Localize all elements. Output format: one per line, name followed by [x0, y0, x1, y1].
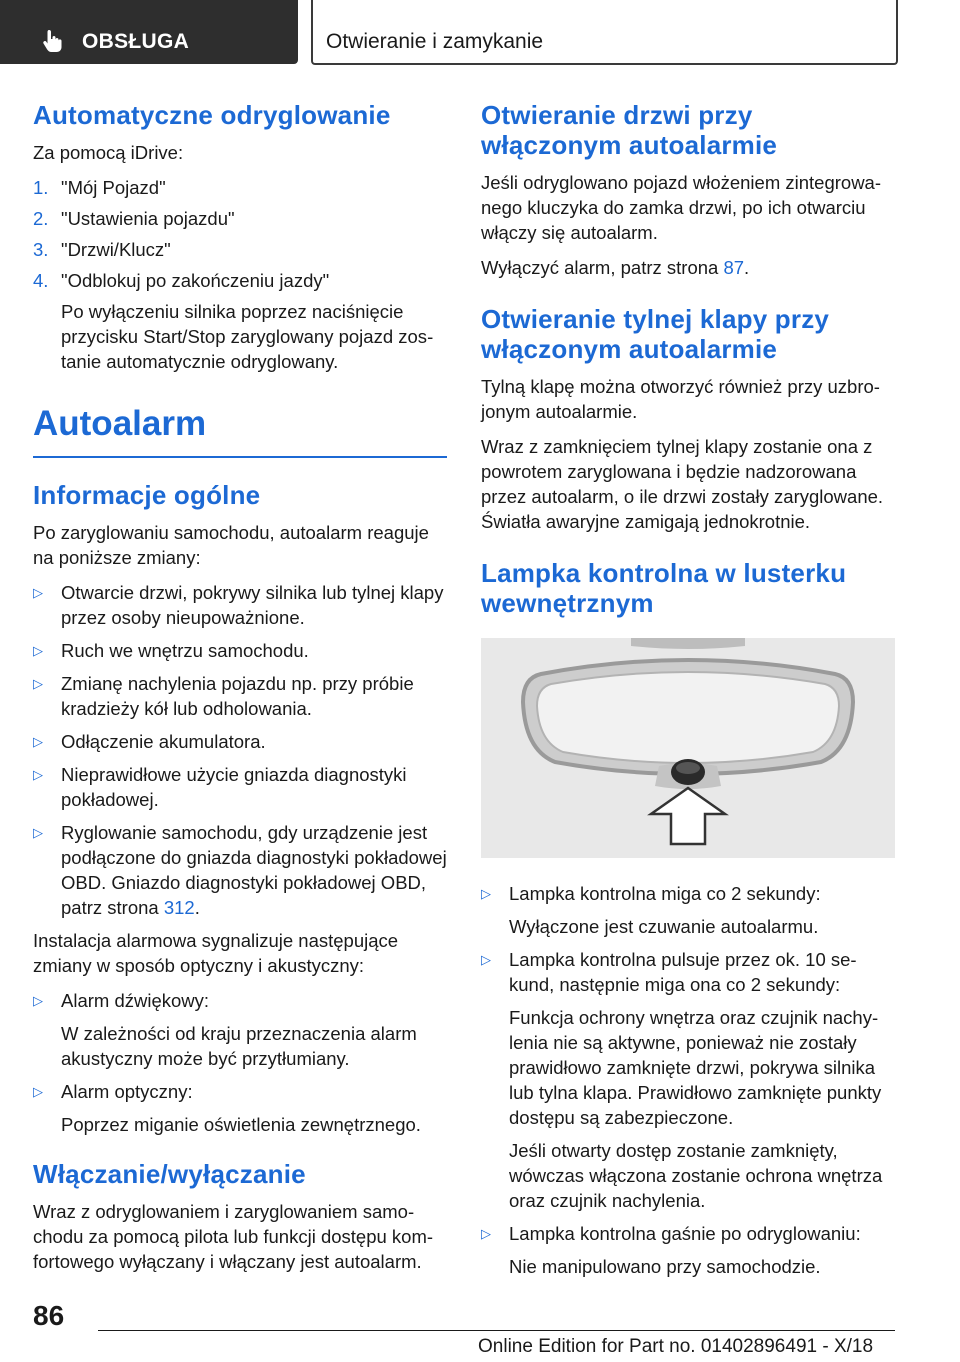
general-info-intro: Po zaryglowaniu samochodu, autoalarm reaguje na poniższe zmiany:	[33, 522, 429, 568]
step-number: 4.	[33, 270, 49, 291]
auto-unlock-intro: Za pomocą iDrive:	[33, 142, 184, 163]
step-text: "Mój Pojazd"	[61, 177, 166, 198]
tailgate-text-2: Wraz z zamknięciem tylnej klapy zostanie ona z powrotem zaryglowana i będzie nadzorowana przez autoalarm, o ile drzwi zostały zaryglowane. Światła awaryjne zamigają jednokrotnie.	[481, 436, 884, 532]
hand-pointer-icon	[40, 28, 66, 54]
list-item-text: Alarm dźwiękowy:	[61, 990, 210, 1011]
general-info-heading: Informacje ogólne	[33, 480, 261, 510]
page-header	[0, 0, 960, 66]
list-item	[33, 988, 447, 1013]
triangle-bullet-icon: ▷	[33, 676, 43, 691]
doors-text: Jeśli odryglowano pojazd włożeniem zintegrowanego kluczyka do zamka drzwi, po ich otwarciu włączy się autoalarm.	[481, 172, 882, 243]
chapter-tab[interactable]	[311, 0, 898, 65]
triangle-bullet-icon: ▷	[481, 952, 491, 967]
left-column	[33, 100, 447, 1284]
edition-info: Online Edition for Part no. 01402896491 - X/18	[478, 1336, 874, 1357]
list-item-text: Nieprawidłowe użycie gniazda diagnostyki pokładowej.	[61, 764, 407, 810]
list-item	[33, 762, 447, 812]
list-item-note: Poprzez miganie oświetlenia zewnętrznego.	[61, 1114, 421, 1135]
list-item-text: Odłączenie akumulatora.	[61, 731, 266, 752]
list-item-text: Otwarcie drzwi, pokrywy silnika lub tylnej klapy przez osoby nieupoważnione.	[61, 582, 444, 628]
doors-ref-end: .	[744, 257, 750, 278]
list-item-text: Lampka kontrolna pulsuje przez ok. 10 sekund, następnie miga ona co 2 sekundy:	[509, 949, 857, 995]
tailgate-heading: Otwieranie tylnej klapy przy włączonym autoalarmie	[481, 304, 830, 364]
list-item-text-part: Ryglowanie samochodu, gdy urządzenie jest podłączone do gniazda diagnostyki pokładowej OBD. Gniazdo diagnostyki pokładowej OBD, patrz strona	[61, 822, 447, 918]
page-link[interactable]: 87	[723, 257, 745, 278]
chapter-heading: Autoalarm	[33, 404, 447, 458]
list-item	[33, 237, 447, 262]
list-item-text: Alarm optyczny:	[61, 1081, 193, 1102]
triangle-bullet-icon: ▷	[481, 886, 491, 901]
list-item	[33, 206, 447, 231]
list-item	[33, 820, 447, 920]
page-link[interactable]: 312	[163, 897, 195, 918]
step-note: Po wyłączeniu silnika poprzez naciśnięcie przycisku Start/Stop zaryglowany pojazd zostanie automatycznie odryglowany.	[61, 301, 434, 372]
list-item-note: Jeśli otwarty dostęp zostanie zamknięty, wówczas włączona zostanie ochrona wnętrza oraz czujnik nachylenia.	[509, 1140, 883, 1211]
on-off-text: Wraz z odryglowaniem i zaryglowaniem samochodu za pomocą pilota lub funkcji dostępu komfortowego wyłączany i włączany jest autoalarm.	[33, 1201, 434, 1272]
list-item	[33, 268, 447, 293]
footer-divider	[98, 1330, 895, 1331]
signals-intro: Instalacja alarmowa sygnalizuje następujące zmiany w sposób optyczny i akustyczny:	[33, 930, 399, 976]
step-number: 1.	[33, 177, 49, 198]
step-text: "Ustawienia pojazdu"	[61, 208, 235, 229]
list-item	[33, 1079, 447, 1104]
step-number: 2.	[33, 208, 49, 229]
list-item-text: Lampka kontrolna miga co 2 sekundy:	[509, 883, 821, 904]
triangle-bullet-icon: ▷	[33, 585, 43, 600]
on-off-heading: Włączanie/wyłączanie	[33, 1159, 306, 1189]
list-item-note: Funkcja ochrony wnętrza oraz czujnik nachylenia nie są aktywne, ponieważ nie zostały prawidłowo zamknięte drzwi, pokrywa silnika lub tylna klapa. Prawidłowo zamknięte punkty dostępu są zabezpieczone.	[509, 1007, 882, 1128]
triangle-bullet-icon: ▷	[33, 643, 43, 658]
triangle-bullet-icon: ▷	[33, 1084, 43, 1099]
right-column	[481, 100, 895, 1287]
list-item-note: W zależności od kraju przeznaczenia alarm akustyczny może być przytłumiany.	[61, 1023, 417, 1069]
list-item-text: Ruch we wnętrzu samochodu.	[61, 640, 309, 661]
list-item-text	[61, 820, 447, 920]
list-item	[481, 947, 895, 997]
list-item-note: Nie manipulowano przy samochodzie.	[509, 1256, 821, 1277]
step-number: 3.	[33, 239, 49, 260]
list-item	[33, 729, 447, 754]
list-item	[481, 881, 895, 906]
chapter-title: Otwieranie i zamykanie	[326, 30, 544, 53]
triangle-bullet-icon: ▷	[33, 993, 43, 1008]
list-item	[33, 638, 447, 663]
triangle-bullet-icon: ▷	[481, 1226, 491, 1241]
triangle-bullet-icon: ▷	[33, 734, 43, 749]
list-item-text: Zmianę nachylenia pojazdu np. przy próbie kradzieży kół lub odholowania.	[61, 673, 414, 719]
lamp-heading: Lampka kontrolna w lusterku wewnętrznym	[481, 558, 847, 618]
list-item	[33, 671, 447, 721]
list-item-text: Lampka kontrolna gaśnie po odryglowaniu:	[509, 1223, 861, 1244]
list-item	[481, 1221, 895, 1246]
tailgate-text-1: Tylną klapę można otworzyć również przy uzbrojonym autoalarmie.	[481, 376, 880, 422]
step-text: "Drzwi/Klucz"	[61, 239, 171, 260]
section-tab[interactable]	[0, 0, 298, 64]
step-text: "Odblokuj po zakończeniu jazdy"	[61, 270, 330, 291]
doors-ref-text: Wyłączyć alarm, patrz strona	[481, 257, 724, 278]
list-item	[33, 580, 447, 630]
doors-heading: Otwieranie drzwi przy włączonym autoalarmie	[481, 100, 778, 160]
page-number: 86	[33, 1300, 65, 1331]
list-item	[33, 175, 447, 200]
triangle-bullet-icon: ▷	[33, 825, 43, 840]
doors-ref	[481, 255, 895, 280]
list-item-note: Wyłączone jest czuwanie autoalarmu.	[509, 916, 819, 937]
triangle-bullet-icon: ▷	[33, 767, 43, 782]
section-title: OBSŁUGA	[82, 30, 190, 53]
auto-unlock-heading: Automatyczne odryglowanie	[33, 100, 391, 130]
mirror-illustration	[481, 638, 895, 858]
list-item-text-end: .	[194, 897, 200, 918]
